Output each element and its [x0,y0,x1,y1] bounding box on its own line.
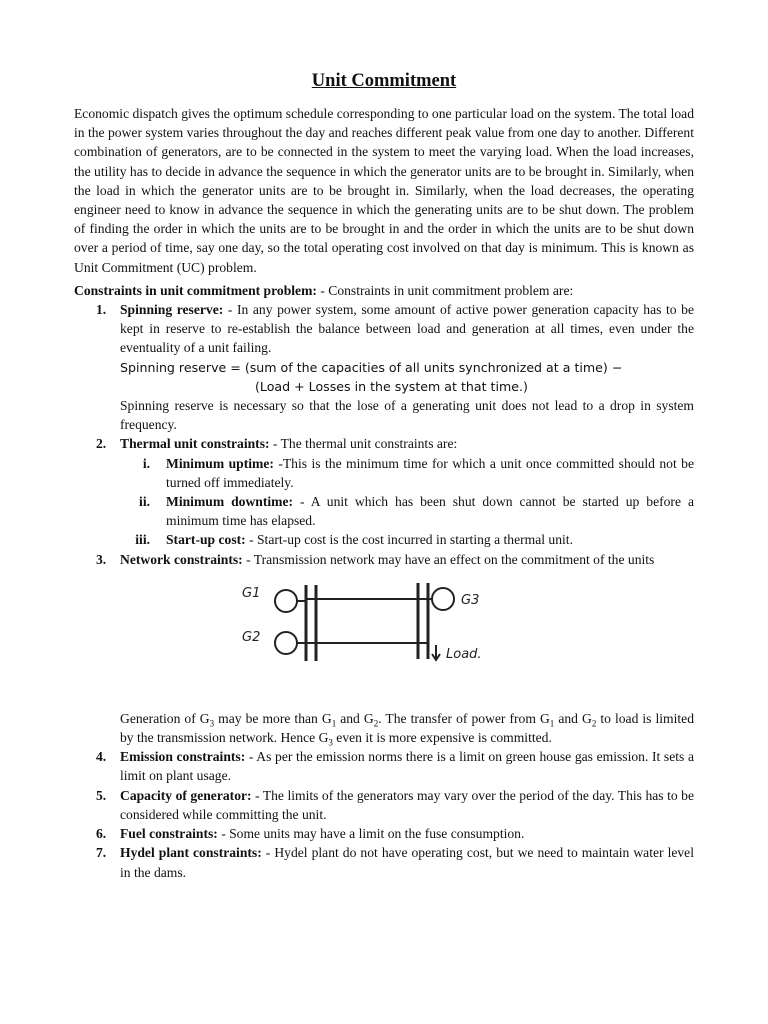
thermal-sublist [120,454,694,550]
network-diagram [120,569,694,709]
sublist-item: iii. Start-up cost: - Start-up cost is the cost incurred in starting a thermal unit. [135,532,573,548]
generator-g2-symbol [275,632,297,654]
list-item: 3. Network constraints: - Transmission network may have an effect on the commitment of the units G1 G2 G3 Load. Generation of $G_3$ may be more than $G_1$ and $G_2$. The transfer of power from $G_1$ and $G_2$ to load is limited by the transmission network. Hence $G_3$ even it is more expensive is committed. [96,551,695,748]
document-body [74,104,694,882]
generator-g1-symbol [275,590,297,612]
list-item: 4. Emission constraints: - As per the emission norms there is a limit on green house gas emission. It sets a limit on plant usage. [96,749,694,784]
page-title: Unit Commitment [311,71,457,91]
list-item: 2. Thermal unit constraints: - The thermal unit constraints are: i. Minimum uptime: -This is the minimum time for which a unit once committed should not be turned off immediately. ii. Minimum downtime: - A unit which has been shut down cannot be started up before a minimum time has elapsed. iii. Start-up cost: - Start-up cost is the cost incurred in starting a thermal unit. [74,434,694,549]
label-g3: G3 [461,592,480,608]
list-item: 6. Fuel constraints: - Some units may have a limit on the fuse consumption. [96,826,525,842]
network-note: Generation of $G_3$ may be more than $G_1$ and $G_2$. The transfer of power from $G_1$ and $G_2$ to load is limited by the transmission network. Hence $G_3$ even it is more expensive is committed. [120,710,695,748]
network-diagram-svg [228,579,518,679]
spinning-reserve-formula: Spinning reserve = (sum of the capacities of all units synchronized at a time) − (Load + Losses in the system at that time.) [120,359,623,394]
spinning-note: Spinning reserve is necessary so that the lose of a generating unit does not lead to a drop in system frequency. [120,398,694,433]
sublist-item: ii. Minimum downtime: - A unit which has been shut down cannot be started up before a minimum time has elapsed. [139,494,694,529]
label-g1: G1 [242,585,261,601]
list-item: 7. Hydel plant constraints: - Hydel plant do not have operating cost, but we need to maintain water level in the dams. [96,845,694,880]
list-item: 1. Spinning reserve: - In any power system, some amount of active power generation capacity has to be kept in reserve to re-establish the balance between load and generation at all times, even under the eventuality of a unit failing. Spinning reserve = (sum of the capacities of all units synchronized at a time) − (Load + Losses in the system at that time.) Spinning reserve is necessary so that the lose of a generating unit does not lead to a drop in system frequency. [74,300,694,434]
label-g2: G2 [242,629,261,645]
constraints-list [74,300,694,882]
label-load: Load. [446,646,482,662]
intro-paragraph: Economic dispatch gives the optimum schedule corresponding to one particular load on the system. The total load in the power system varies throughout the day and reaches different peak value from one day to another. Different combination of generators, are to be connected in the system to meet the varying load. When the load increases, the utility has to decide in advance the sequence in which the generator units are to be brought in. Similarly, when the load in which the generator units are to be brought in. Similarly, when the load decreases, the operating engineer need to know in advance the sequence in which the generating units are to be shut down. The problem of finding the order in which the units are to be brought in and the order in which the units are to be shut down over a period of time, say one day, so the total operating cost involved on that day is minimum. This is known as Unit Commitment (UC) problem. [74,106,695,275]
constraints-intro: Constraints in unit commitment problem: - Constraints in unit commitment problem are: [74,282,574,298]
list-item: 5. Capacity of generator: - The limits of the generators may vary over the period of the day. This has to be considered while committing the unit. [96,787,694,822]
sublist-item: i. Minimum uptime: -This is the minimum time for which a unit once committed should not be turned off immediately. [142,455,695,490]
generator-g3-symbol [432,588,454,610]
constraints-heading: Constraints in unit commitment problem: [74,282,317,298]
